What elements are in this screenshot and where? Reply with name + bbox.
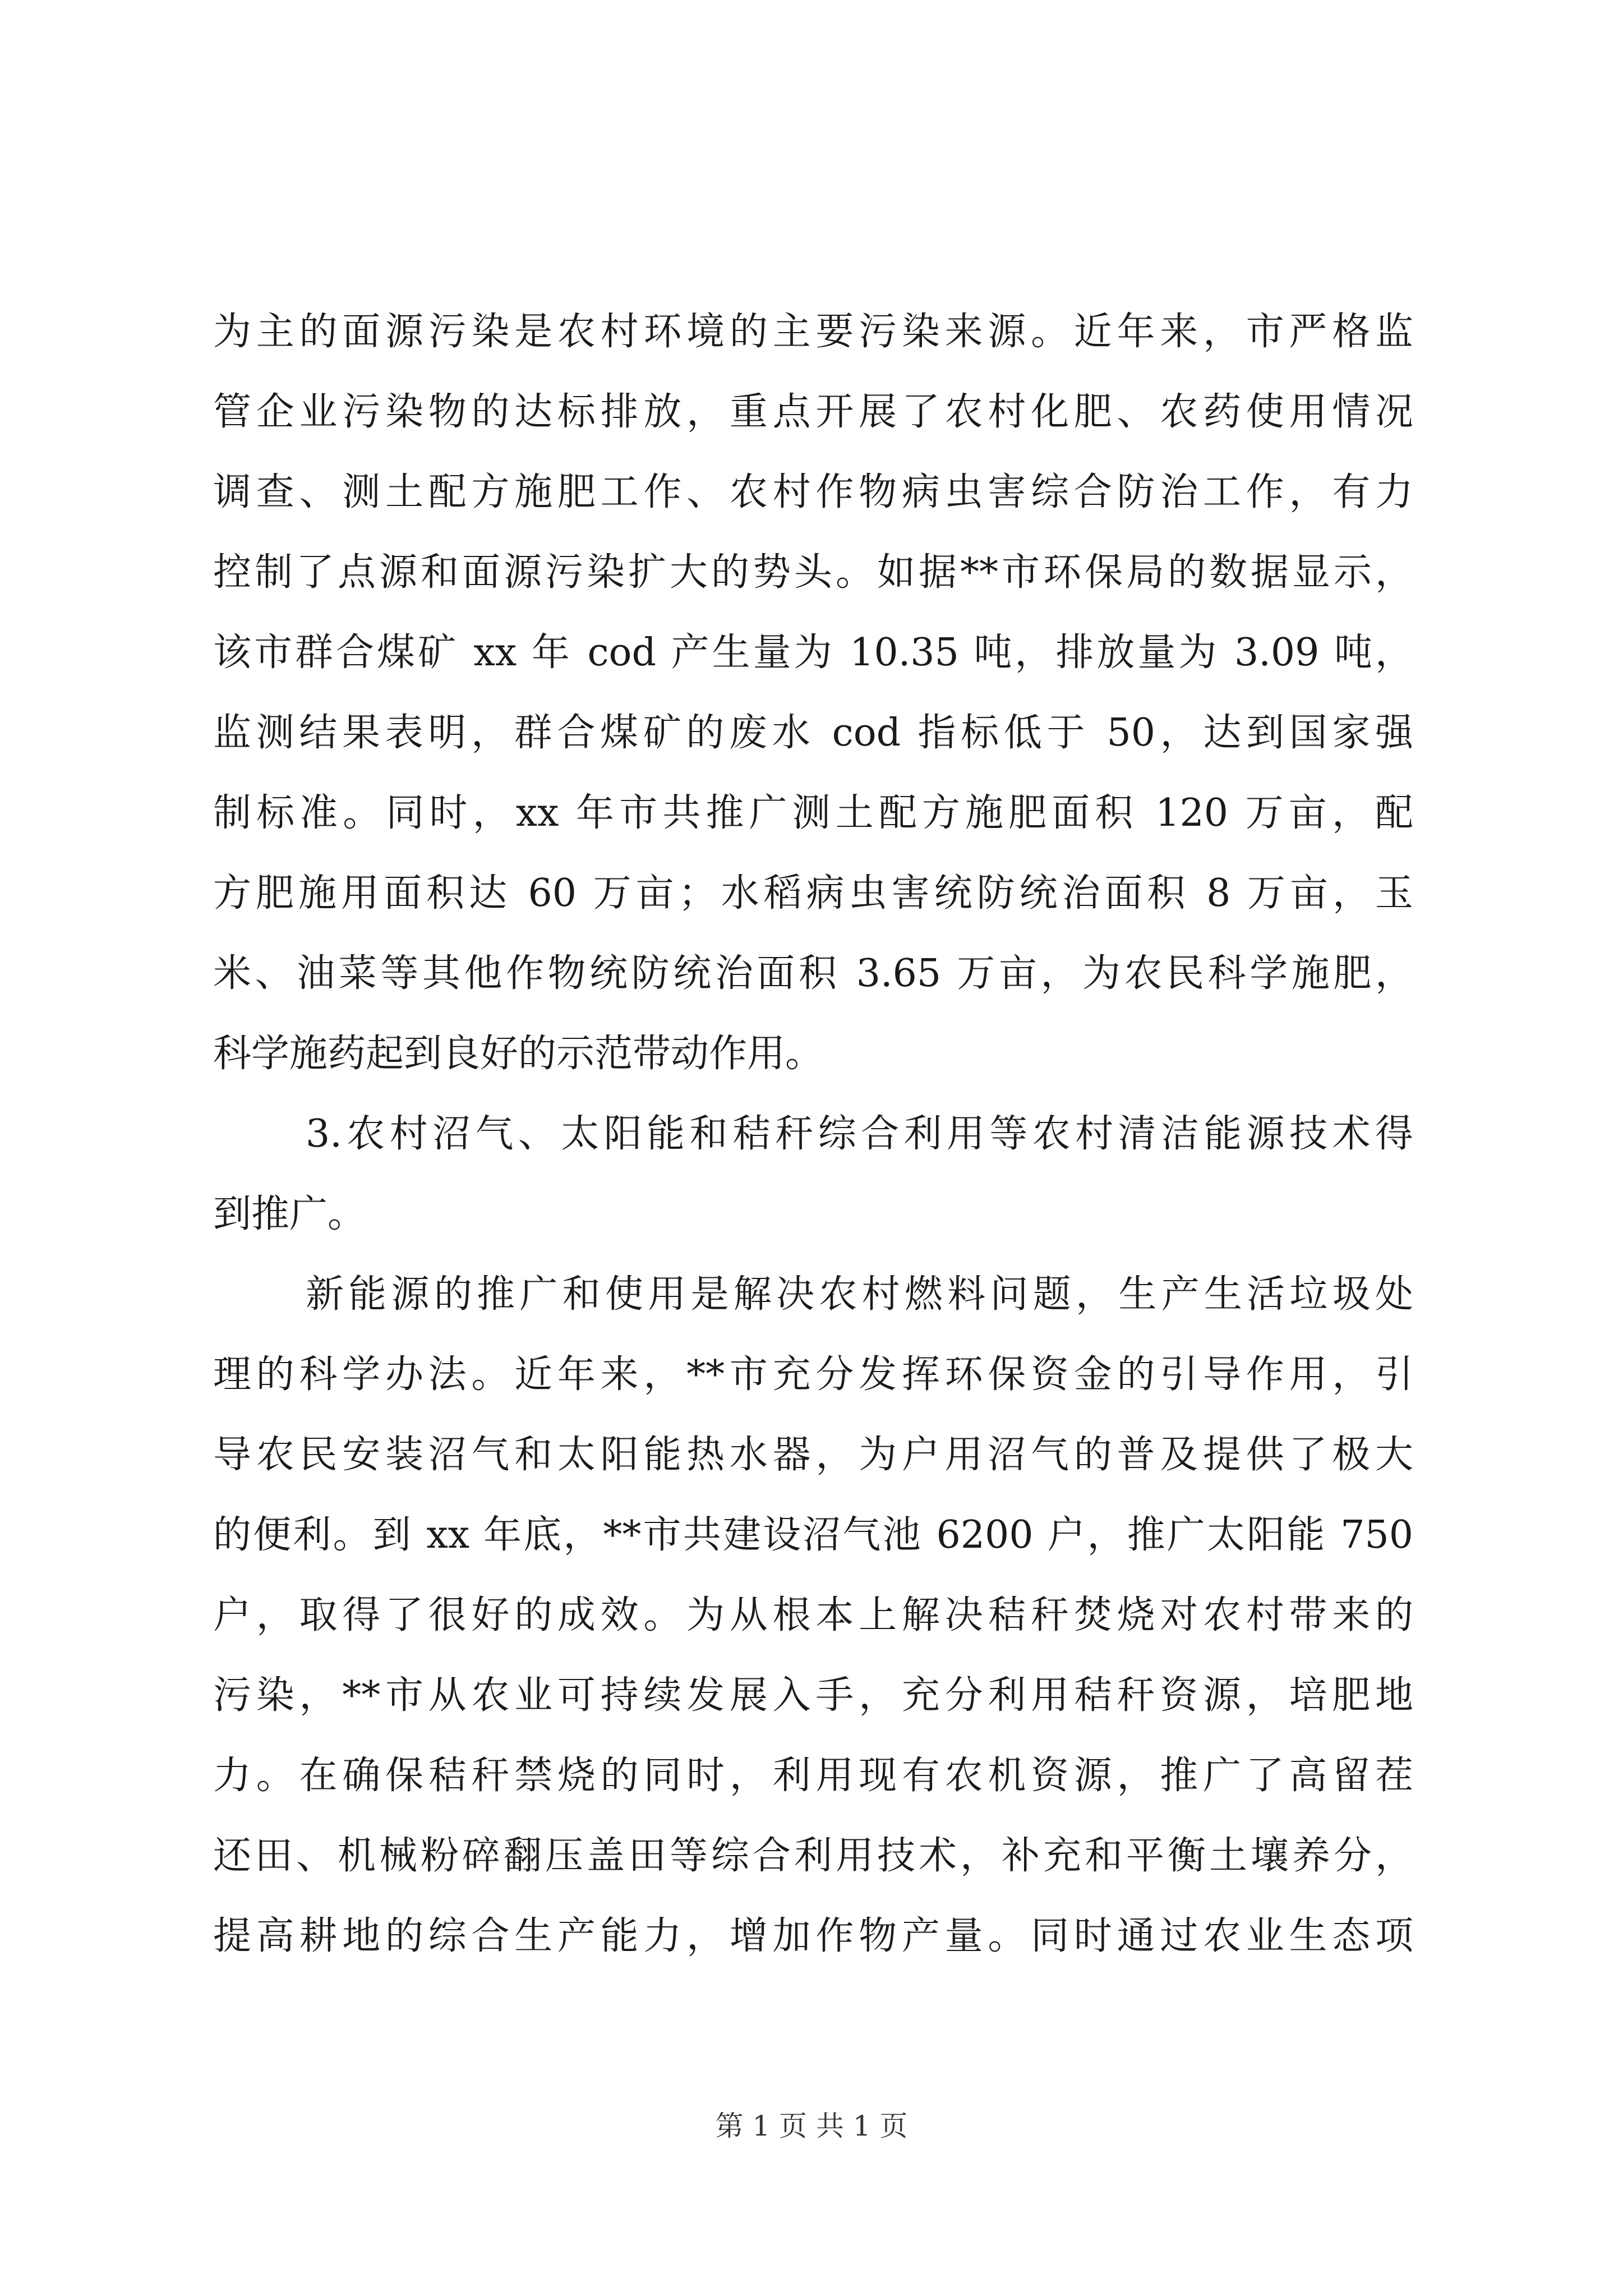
text-line-content: 制标准。同时，xx 年市共推广测土配方施肥面积 120 万亩，配: [213, 791, 1413, 835]
text-line-content: 力。在确保秸秆禁烧的同时，利用现有农机资源，推广了高留茬: [213, 1754, 1413, 1798]
text-line: [213, 1575, 1413, 1655]
text-line: [213, 773, 1413, 853]
text-line: [213, 532, 1413, 613]
text-line-content: 户，取得了很好的成效。为从根本上解决秸秆焚烧对农村带来的: [213, 1593, 1413, 1637]
text-line: [213, 853, 1413, 933]
text-line-content: 管企业污染物的达标排放，重点开展了农村化肥、农药使用情况: [213, 390, 1413, 434]
text-line-content: 科学施药起到良好的示范带动作用。: [213, 1032, 824, 1076]
text-line-content: 还田、机械粉碎翻压盖田等综合利用技术，补充和平衡土壤养分，: [213, 1834, 1413, 1878]
text-line-content: 方肥施用面积达 60 万亩；水稻病虫害统防统治面积 8 万亩，玉: [213, 871, 1413, 915]
text-line-content: 新能源的推广和使用是解决农村燃料问题，生产生活垃圾处: [306, 1272, 1413, 1317]
text-line-content: 污染，**市从农业可持续发展入手，充分利用秸秆资源，培肥地: [213, 1673, 1413, 1718]
text-line-content: 米、油菜等其他作物统防统治面积 3.65 万亩，为农民科学施肥，: [213, 951, 1413, 996]
text-line: [213, 1174, 1413, 1254]
text-line-content: 控制了点源和面源污染扩大的势头。如据**市环保局的数据显示，: [213, 550, 1413, 595]
text-line-content: 为主的面源污染是农村环境的主要污染来源。近年来，市严格监: [213, 310, 1413, 354]
document-body: [213, 292, 1413, 1976]
text-line: [213, 452, 1413, 532]
text-line: [213, 1415, 1413, 1495]
text-line-content: 该市群合煤矿 xx 年 cod 产生量为 10.35 吨，排放量为 3.09 吨，: [213, 631, 1413, 675]
text-line-content: 理的科学办法。近年来，**市充分发挥环保资金的引导作用，引: [213, 1352, 1413, 1397]
text-line-content: 的便利。到 xx 年底，**市共建设沼气池 6200 户，推广太阳能 750: [213, 1513, 1413, 1557]
text-line-content: 提高耕地的综合生产能力，增加作物产量。同时通过农业生态项: [213, 1914, 1413, 1958]
text-line: [213, 1736, 1413, 1816]
text-line: [213, 1495, 1413, 1575]
text-line-content: 到推广。: [213, 1192, 366, 1236]
text-line: [213, 1254, 1413, 1335]
page-footer: 第 1 页 共 1 页: [715, 2110, 908, 2142]
text-line: [213, 292, 1413, 372]
text-line: [213, 1816, 1413, 1896]
text-line: [213, 1335, 1413, 1415]
text-line: [213, 372, 1413, 452]
text-line: [213, 933, 1413, 1014]
text-line: [213, 693, 1413, 773]
text-line: [213, 1655, 1413, 1736]
text-line: [213, 1014, 1413, 1094]
text-line: [213, 613, 1413, 693]
text-line-content: 导农民安装沼气和太阳能热水器，为户用沼气的普及提供了极大: [213, 1433, 1413, 1477]
text-line: [213, 1896, 1413, 1976]
text-line-content: 监测结果表明，群合煤矿的废水 cod 指标低于 50，达到国家强: [213, 711, 1413, 755]
text-line: [213, 1094, 1413, 1174]
text-line-content: 3.农村沼气、太阳能和秸秆综合利用等农村清洁能源技术得: [306, 1112, 1413, 1156]
text-line-content: 调查、测土配方施肥工作、农村作物病虫害综合防治工作，有力: [213, 470, 1413, 514]
